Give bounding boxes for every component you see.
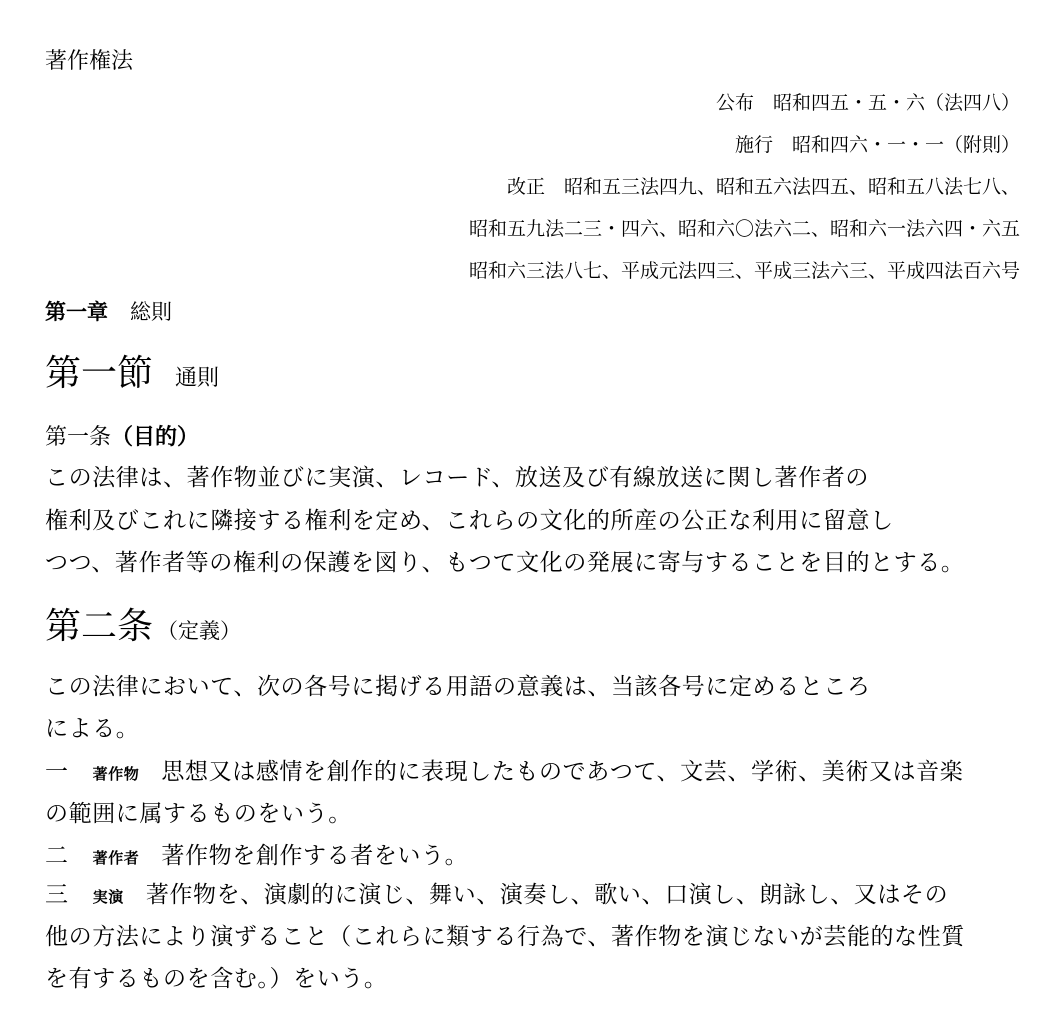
defined-term: 著作者 xyxy=(92,849,140,867)
defined-term: 実演 xyxy=(92,888,124,906)
definition-text: 著作物を創作する者をいう。 xyxy=(161,843,469,869)
article-2-heading xyxy=(45,604,241,650)
item-number: 二 xyxy=(45,843,69,869)
publication-line: 昭和六三法八七、平成元法四三、平成三法六三、平成四法百六号 xyxy=(468,260,1020,282)
article-1-number: 第一条 xyxy=(45,425,112,450)
definition-continuation: 他の方法により演ずること（これらに類する行為で、著作物を演じないが芸能的な性質 xyxy=(45,924,965,950)
chapter-number: 第一章 xyxy=(45,300,108,324)
publication-line: 改正 昭和五三法四九、昭和五六法四五、昭和五八法七八、 xyxy=(506,176,1020,198)
document-title: 著作権法 xyxy=(45,49,134,74)
section-name: 通則 xyxy=(175,366,220,391)
article-1-text-line: 権利及びこれに隣接する権利を定め、これらの文化的所産の公正な利用に留意し xyxy=(45,508,894,534)
article-1-heading xyxy=(45,424,199,452)
article-1-text-line: つつ、著作者等の権利の保護を図り、もつて文化の発展に寄与することを目的とする。 xyxy=(45,550,965,576)
definition-item xyxy=(45,841,468,873)
article-2-intro-line: による。 xyxy=(45,716,140,742)
article-2-intro-line: この法律において、次の各号に掲げる用語の意義は、当該各号に定めるところ xyxy=(45,674,871,700)
item-number: 一 xyxy=(45,759,69,785)
chapter-name: 総則 xyxy=(130,300,172,324)
definition-continuation: を有するものを含む。）をいう。 xyxy=(45,966,388,992)
article-1-caption: （目的） xyxy=(111,425,200,450)
article-2-number: 第二条 xyxy=(45,606,154,647)
publication-line: 公布 昭和四五・五・六（法四八） xyxy=(715,92,1020,114)
definition-item xyxy=(45,757,963,789)
article-2-caption: （定義） xyxy=(157,619,242,643)
section-heading xyxy=(45,352,219,396)
definition-item xyxy=(45,880,948,912)
definition-text: 著作物を、演劇的に演じ、舞い、演奏し、歌い、口演し、朗詠し、又はその xyxy=(145,882,949,908)
section-number: 第一節 xyxy=(45,353,154,394)
publication-line: 昭和五九法二三・四六、昭和六〇法六二、昭和六一法六四・六五 xyxy=(468,218,1020,240)
definition-continuation: の範囲に属するものをいう。 xyxy=(45,801,352,827)
publication-line: 施行 昭和四六・一・一（附則） xyxy=(734,134,1020,156)
chapter-heading xyxy=(45,298,172,326)
article-1-text-line: この法律は、著作物並びに実演、レコード、放送及び有線放送に関し著作者の xyxy=(45,465,869,491)
item-number: 三 xyxy=(45,882,69,908)
defined-term: 著作物 xyxy=(92,765,140,783)
definition-text: 思想又は感情を創作的に表現したものであつて、文芸、学術、美術又は音楽 xyxy=(161,759,964,785)
